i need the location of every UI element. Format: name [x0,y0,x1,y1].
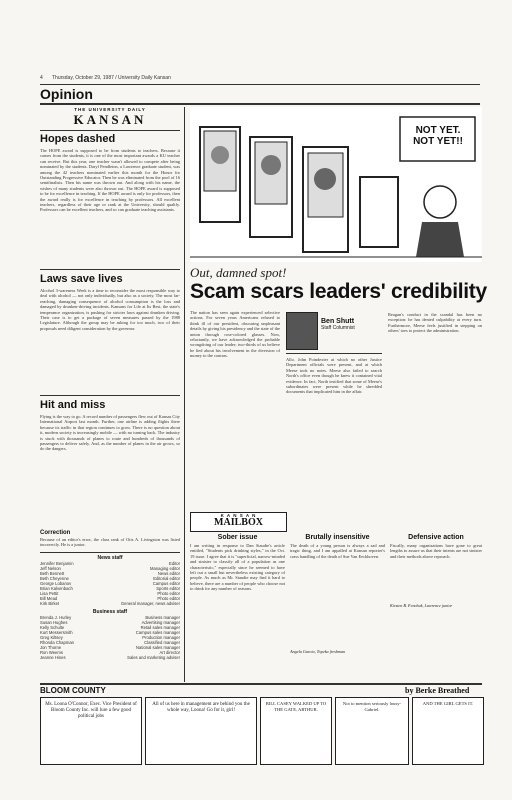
comic-panel-2-text: BILL CASEY WALKED UP TO THE GATE, ARTHUR. [265,701,327,712]
editorial-1-body: The HOPE award is supposed to be from students to teachers. Because it comes from the students, it is one of the most important awards a KU teacher can receive. But this year, one teacher wasn't allowed to compete after being nominated by the students. Daryl Pendleton, a Lawrence graduate student, was among the 42 teachers nominated earlier this month for the Honor for Outstanding Progressive Educator. Then he was eliminated from the pool of 16 semifinalists. Then his name was thrown out. And along with his name, the wishes of many students were also thrown out. The HOPE award is supposed to be for excellence in teaching. If the HOPE award is only for professors, then the award really is for excellence in teaching by professors. All excellent teachers, regardless of their age or rank at the University, should qualify. Professors can be excellent teachers, and so can graduate teaching assistants. [40,148,180,213]
staff-role: Photo editor [157,595,180,601]
staff-role: Advertising manager [141,619,180,625]
editorial-3-title: Hit and miss [40,399,106,411]
staff-role: Sports editor [156,585,180,591]
staff-name: Jeanne Hines [40,654,66,660]
column-rule [184,107,185,682]
staff-name: Kirk Birket [40,600,60,606]
staff-role: Editor [169,560,180,566]
staff-name: Jennifer Benjamin [40,560,74,566]
news-staff-names [40,561,74,606]
staff-role: Campus sales manager [135,629,180,635]
masthead-rule [40,130,180,131]
comic-panel-3-text: Not to mention seriously lousy-Gabriel. [342,701,402,712]
cartoon-caption: NOT YET. NOT YET!! [413,125,463,147]
columnist-photo [286,312,318,350]
folio-rule [40,84,480,85]
mailbox-banner-text: K A N S A N [220,513,257,518]
comic-panel-1b-text: All of us here in management are behind you the whole way, Loona! Go for it, girl! [152,702,250,713]
staff-role: Business manager [145,614,180,620]
staff-role: Photo editor [157,590,180,596]
comic-rule [40,683,482,685]
editorial-1-title: Hopes dashed [40,133,116,145]
left-column [40,107,180,660]
comic-byline: by Berke Breathed [405,686,470,695]
business-staff-title: Business staff [92,608,128,615]
letter-3-body: The death of a young person is always a sad and tragic thing, and I am appalled at Kansan reporter's crass handling of the death of Sue Van Eeckhoven. [290,543,385,559]
staff-role: Managing editor [149,565,180,571]
letter-3 [290,534,385,654]
staff-name: Beth Cheyenne [40,575,69,581]
staff-name: Lisa Pettit [40,590,59,596]
editorial-3-body: Flying is the way to go. A record number of passengers flew out of Kansas City International Airport last month. Further, one airline is adding flights there because its traffic in that region continues to grow. There is no question about it, modern society is increasingly mobile — with no turning back. The industry is stuck with thousands of planes to route and hundreds of thousands of passengers to deliver safely. And, as the number of planes in the air grows, so do the dangers. [40,414,180,452]
staff-name: Jeff Nelson [40,565,61,571]
comic-panel-4-text: AND THE GIRL GETS IT. [422,701,474,706]
news-staff-title: News staff [97,554,123,561]
mailbox-banner [190,512,287,532]
editorial-cartoon [190,107,482,262]
letter-3-signature: Angela Garcia, Topeka freshman [290,649,346,654]
byline-box [286,312,382,505]
folio-date: Thursday, October 29, 1987 / University Daily Kansan [52,75,171,81]
staff-name: Kelly Schulte [40,624,65,630]
column-body-1: The nation has seen again experienced selective actions. For seven years Americans refused to think ill of our president, obscuring unpleasant details by giving his presidency and the state of the union through rose-colored glasses. Now, reluctantly, we have acknowledged the probable wrongdoing of our leader; two-thirds of us believe he lied about his involvement in the diversion of money to the contras. [190,310,280,359]
masthead-big: KANSAN [73,112,147,127]
staff-name: Greg Kiltsey [40,634,63,640]
staff-role: Retail sales manager [140,624,180,630]
comic-panel-1-text: Ms. Loona O'Connor, Exec. Vice President of Bloom County Inc. will lure a few good political jobs [45,702,137,719]
mailbox-title: MAILBOX [214,517,263,528]
column-headline: Scam scars leaders' credibility [190,280,487,303]
masthead-small: THE UNIVERSITY DAILY [74,107,146,112]
divider [40,395,180,396]
correction-title: Correction [40,530,71,536]
staff-name: Jon Thorne [40,644,62,650]
letter-2 [390,534,482,608]
byline-role: Staff Columnist [321,325,355,331]
letter-3-title: Brutally insensitive [305,534,370,541]
staff-name: Susan Hughes [40,619,68,625]
staff-role: News editor [157,570,180,576]
comic-panel-3 [335,697,409,765]
correction-body: Because of an editor's error, the class rank of Otis A. Livingston was listed incorrectly. He is a junior. [40,537,180,548]
editorial-2-title: Laws save lives [40,273,123,285]
comic-panel-4 [412,697,484,765]
column-kicker: Out, damned spot! [190,265,287,280]
page-number: 4 [40,75,43,81]
business-staff-names [40,615,74,660]
news-staff-roles [121,561,180,606]
editorial-2-body: Alcohol 3-wareness Week is a time to reconsider the most responsible way to deal with alcohol — not only individually, but also as a society. The most far-reaching, damaging consequence of alcohol consumption is the loss and damaged by drunken-driving incidents. Kansans for Life at Its Best, the state's temperance organization, is pushing for stricter laws against drunken driving. Their case is to get a package of seven measures passed by the 1988 Legislature. Although the group may be asking for too much, two of their proposals need diligent consideration by the governor. [40,288,180,331]
comic-title: BLOOM COUNTY [40,686,106,695]
section-title: Opinion [40,86,93,102]
staff-name: George Lobanov [40,580,72,586]
staff-name: Rhonda Chapman [40,639,74,645]
staff-name: Kurt Messersmith [40,629,73,635]
section-rule [40,103,480,105]
comic-panel-2 [260,697,332,765]
letter-2-title: Defensive action [408,534,464,541]
comic-panel-1 [40,697,142,765]
staff-role: General manager, news adviser [120,600,180,606]
staff-role: Campus editor [152,580,180,586]
staff-name: Brenda J. Hurley [40,614,72,620]
staff-role: Classified manager [144,639,180,645]
letter-1-title: Sober issue [217,534,258,541]
staff-role: National sales manager [136,644,180,650]
letter-2-signature: Kirsten B. Fenchuk, Lawrence junior [390,603,453,608]
letter-1 [190,534,285,655]
column-body-2: Allo. John Poindexter at which no other Justice Department officials were present, and at which Meese took no notes. Meese also failed to search North's office even though he knew it contained vital evidence. In fact, North testified that some of Meese's subordinates were present while he shredded documents that implicated him in the affair. [286,357,382,395]
divider [286,353,382,354]
staff-role: Production manager [142,634,180,640]
staff-name: Bill Mead [40,595,58,601]
letter-1-body: I am writing in response to Dan Staudte's article entitled, "Students pick drinking styles," in the Oct. 19 issue. I agree that it is "superficial, narrow-minded and sinister to classify all of a population as one characteristic," especially since he seemed to have left out a small but nevertheless existing category of people. As much as Mr. Staudte may find it hard to believe, there are a number of people who choose not to drink for any number of reasons. [190,543,285,592]
divider [40,552,180,553]
staff-name: Brian Kalvenbach [40,585,73,591]
staff-role: Sales and marketing adviser [127,654,180,660]
business-staff-roles [127,615,180,660]
letter-2-body: Fiscally, many organizations have gone to great lengths to assure us that their intents are not sinister and their methods above reproach. [390,543,482,559]
comic-panel-1b [145,697,257,765]
divider [40,269,180,270]
staff-role: Art director [159,649,180,655]
staff-role: Editorial editor [153,575,180,581]
column-body-3: Reagan's conduct in the scandal has been no exception: he has denied culpability at every turn. Furthermore, Meese feels justified in stepping on others' toes to protect the administration. [388,312,482,334]
byline-name: Ben Shutt [321,318,355,325]
staff-name: Beth Bennett [40,570,65,576]
staff-name: Ron Weems [40,649,63,655]
